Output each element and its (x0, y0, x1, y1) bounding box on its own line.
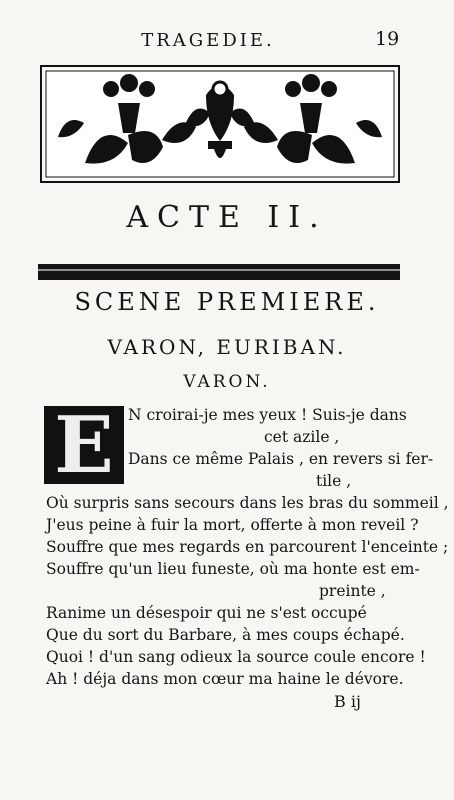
floral-headpiece-ornament (40, 65, 400, 183)
verse-line: Ranime un désespoir qui ne s'est occupé (46, 604, 367, 622)
verse-line: Dans ce même Palais , en revers si fer- (128, 450, 434, 468)
verse-line: Souffre qu'un lieu funeste, où ma honte est em- (46, 560, 420, 578)
running-title: TRAGEDIE. (141, 30, 275, 51)
verse-line: tile , (316, 472, 352, 490)
verse-line: J'eus peine à fuir la mort, offerte à mon reveil ? (46, 516, 419, 534)
running-head (0, 30, 454, 54)
decorative-rule (38, 264, 400, 280)
scene-title: SCENE PREMIERE. (74, 288, 380, 316)
verse-line: Que du sort du Barbare, à mes coups échapé. (46, 626, 405, 644)
verse-line: Quoi ! d'un sang odieux la source coule encore ! (46, 648, 426, 666)
verse-line: Ah ! déja dans mon cœur ma haine le dévore. (46, 670, 404, 688)
act-title: ACTE II. (126, 200, 328, 235)
verse-line: Où surpris sans secours dans les bras du sommeil , (46, 494, 449, 512)
verse-line: Souffre que mes regards en parcourent l'enceinte ; (46, 538, 449, 556)
scene-characters: VARON, EURIBAN. (107, 335, 347, 359)
verse-line: preinte , (319, 582, 386, 600)
verse-line: N croirai-je mes yeux ! Suis-je dans (128, 406, 407, 424)
speaker-name: VARON. (183, 372, 271, 392)
dropcap-letter: E (54, 400, 114, 491)
dropcap (44, 400, 124, 491)
catchword: B ij (334, 692, 361, 711)
page-number: 19 (375, 28, 400, 50)
verse-line: cet azile , (264, 428, 340, 446)
